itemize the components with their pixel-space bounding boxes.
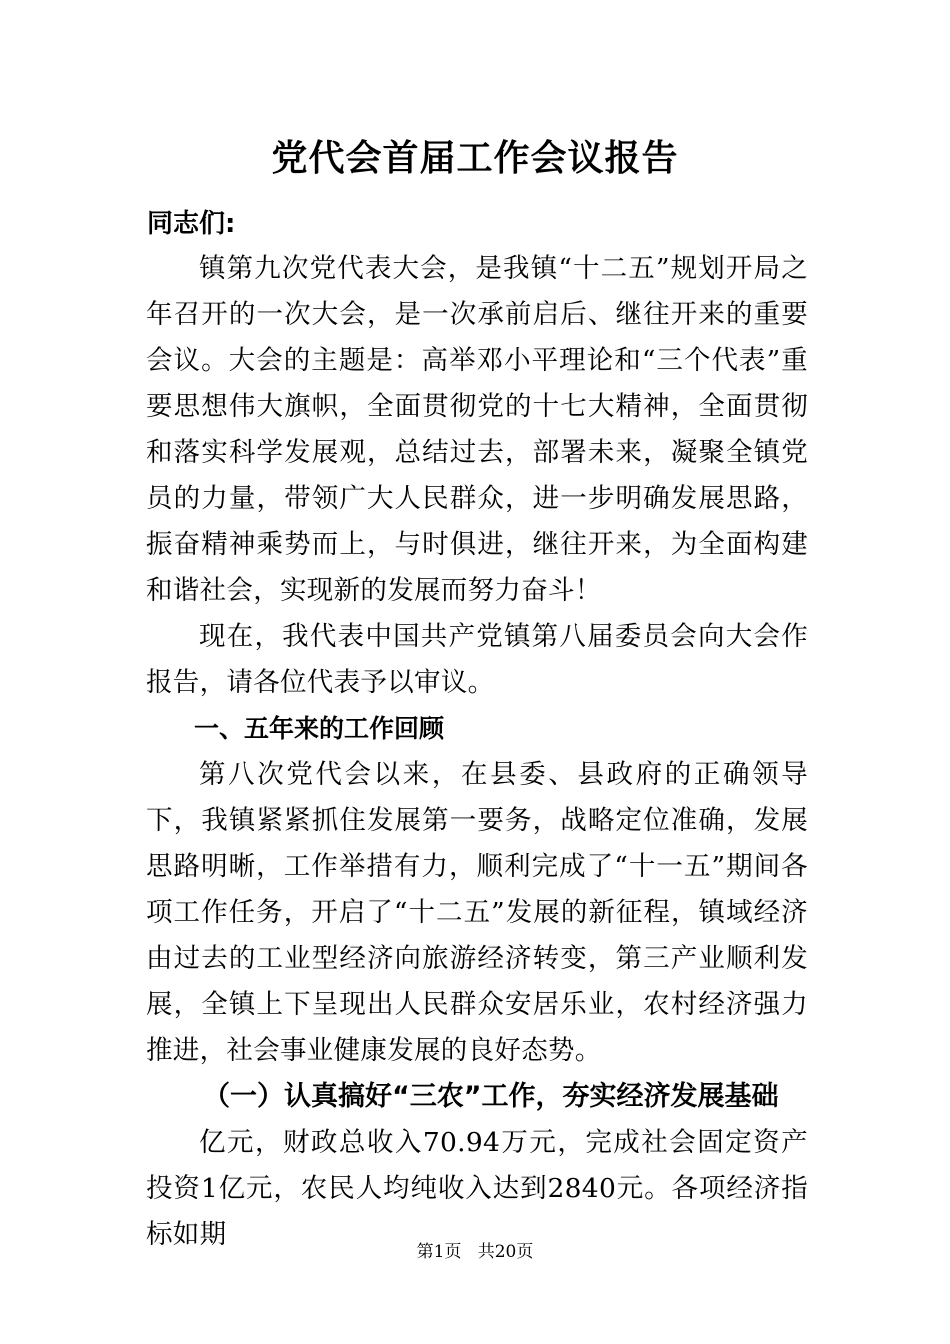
page-separator — [467, 1242, 472, 1262]
paragraph-economy: 亿元，财政总收入70.94万元，完成社会固定资产投资1亿元，农民人均纯收入达到2840元。各项经济指标如期 — [146, 1127, 808, 1250]
document-body — [146, 246, 808, 1258]
paragraph-report-intro: 现在，我代表中国共产党镇第八届委员会向大会作报告，请各位代表予以审议。 — [146, 621, 808, 698]
paragraph-opening: 镇第九次党代表大会，是我镇“十二五”规划开局之年召开的一次大会，是一次承前启后、继往开来的重要会议。大会的主题是：高举邓小平理论和“三个代表”重要思想伟大旗帜，全面贯彻党的十七大精神，全面贯彻和落实科学发展观，总结过去，部署未来，凝聚全镇党员的力量，带领广大人民群众，进一步明确发展思路，振奋精神乘势而上，与时俱进，继往开来，为全面构建和谐社会，实现新的发展而努力奋斗！ — [146, 253, 808, 606]
page-number: 第1页 — [416, 1242, 462, 1262]
salutation: 同志们: — [147, 209, 236, 239]
page-total: 共20页 — [477, 1242, 534, 1262]
section-heading-review: 一、五年来的工作回顾 — [194, 714, 445, 743]
document-title: 党代会首届工作会议报告 — [271, 137, 679, 179]
paragraph-review: 第八次党代会以来，在县委、县政府的正确领导下，我镇紧紧抓住发展第一要务，战略定位准确，发展思路明晰，工作举措有力，顺利完成了“十一五”期间各项工作任务，开启了“十二五”发展的新征程，镇域经济由过去的工业型经济向旅游经济转变，第三产业顺利发展，全镇上下呈现出人民群众安居乐业，农村经济强力推进，社会事业健康发展的良好态势。 — [146, 759, 808, 1066]
subsection-heading-agriculture: （一）认真搞好“三农”工作，夯实经济发展基础 — [203, 1081, 779, 1112]
page-footer — [0, 1240, 950, 1264]
